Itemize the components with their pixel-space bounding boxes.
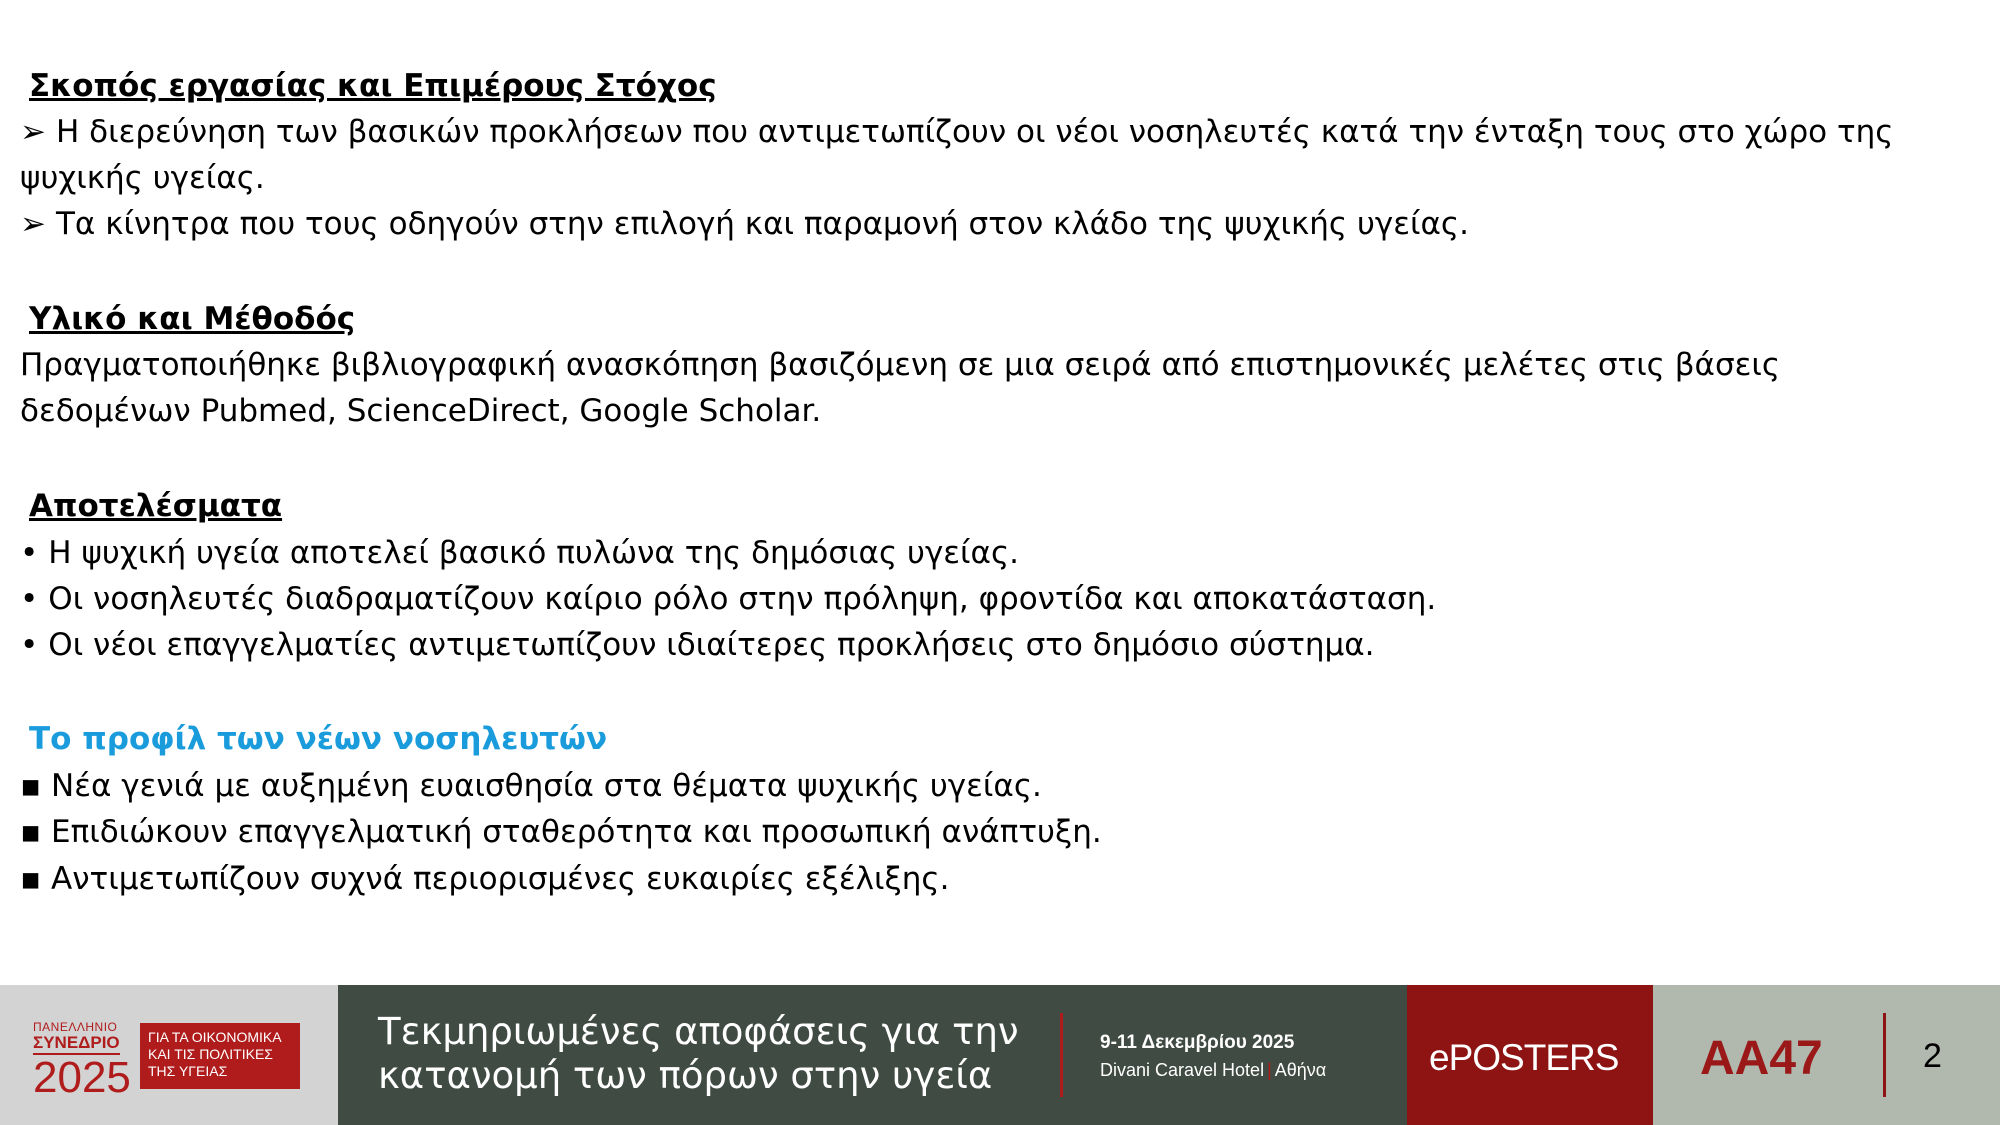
footer-divider	[1060, 1013, 1063, 1097]
profile-item: ▪ Αντιμετωπίζουν συχνά περιορισμένες ευκαιρίες εξέλιξης.	[20, 856, 949, 902]
method-text: Πραγματοποιήθηκε βιβλιογραφική ανασκόπηση βασιζόμενη σε μια σειρά από επιστημονικές μελέτες στις βάσεις	[20, 347, 1781, 383]
eposters-label: ePOSTERS	[1429, 1037, 1619, 1078]
round-bullet-icon: •	[20, 627, 39, 663]
logo-synedrio: ΣΥΝΕΔΡΙΟ	[33, 1033, 120, 1055]
square-bullet-icon: ▪	[20, 768, 42, 804]
poster-code-panel	[1653, 985, 2000, 1125]
poster-code: AA47	[1700, 1032, 1823, 1085]
profile-item: ▪ Νέα γενιά με αυξημένη ευαισθησία στα θέματα ψυχικής υγείας.	[20, 763, 1042, 809]
method-heading: Υλικό και Μέθοδός	[29, 301, 356, 337]
results-heading: Αποτελέσματα	[29, 488, 283, 524]
objective-heading: Σκοπός εργασίας και Επιμέρους Στόχος	[29, 68, 717, 104]
profile-item: ▪ Επιδιώκουν επαγγελματική σταθερότητα και προσωπική ανάπτυξη.	[20, 809, 1102, 855]
objective-item: ➢ Τα κίνητρα που τους οδηγούν στην επιλογή και παραμονή στον κλάδο της ψυχικής υγείας.	[20, 201, 1469, 247]
objective-item-continuation: ψυχικής υγείας.	[20, 160, 265, 196]
method-text: δεδομένων Pubmed, ScienceDirect, Google Scholar.	[20, 393, 822, 429]
page-number: 2	[1923, 1037, 1942, 1075]
logo-box-line: ΓΙΑ ΤΑ ΟΙΚΟΝΟΜΙΚΑ	[148, 1029, 282, 1045]
arrow-bullet-icon: ➢	[20, 206, 46, 242]
logo-box-line: ΤΗΣ ΥΓΕΙΑΣ	[148, 1063, 228, 1079]
logo-year: 2025	[33, 1053, 131, 1102]
conference-theme	[378, 1010, 1019, 1098]
objective-item: ➢ Η διερεύνηση των βασικών προκλήσεων που αντιμετωπίζουν οι νέοι νοσηλευτές κατά την ένταξη τους στο χώρο της	[20, 109, 1894, 155]
conference-date: 9-11 Δεκεμβρίου 2025	[1100, 1032, 1295, 1053]
profile-heading: Το προφίλ των νέων νοσηλευτών	[29, 721, 608, 757]
results-item: • Οι νοσηλευτές διαδραματίζουν καίριο ρόλο στην πρόληψη, φροντίδα και αποκατάσταση.	[20, 576, 1436, 622]
results-item: • Η ψυχική υγεία αποτελεί βασικό πυλώνα της δημόσιας υγείας.	[20, 530, 1019, 576]
square-bullet-icon: ▪	[20, 814, 42, 850]
eposters-panel	[1407, 985, 1653, 1125]
theme-line: Τεκμηριωμένες αποφάσεις για την	[378, 1010, 1019, 1053]
results-item: • Οι νέοι επαγγελματίες αντιμετωπίζουν ιδιαίτερες προκλήσεις στο δημόσιο σύστημα.	[20, 622, 1375, 668]
code-divider	[1883, 1013, 1886, 1097]
arrow-bullet-icon: ➢	[20, 114, 46, 150]
round-bullet-icon: •	[20, 535, 39, 571]
logo-subtitle-box	[140, 1023, 300, 1089]
theme-line: κατανομή των πόρων στην υγεία	[378, 1054, 993, 1097]
footer-title-panel	[338, 985, 1407, 1125]
square-bullet-icon: ▪	[20, 861, 42, 897]
conference-venue: Divani Caravel Hotel | Αθήνα	[1100, 1060, 1327, 1080]
logo-small-text: ΠΑΝΕΛΛΗΝΙΟ	[33, 1020, 118, 1034]
footer-bar	[0, 985, 2000, 1125]
conference-logo	[0, 985, 338, 1125]
logo-box-line: ΚΑΙ ΤΙΣ ΠΟΛΙΤΙΚΕΣ	[148, 1046, 273, 1062]
round-bullet-icon: •	[20, 581, 39, 617]
